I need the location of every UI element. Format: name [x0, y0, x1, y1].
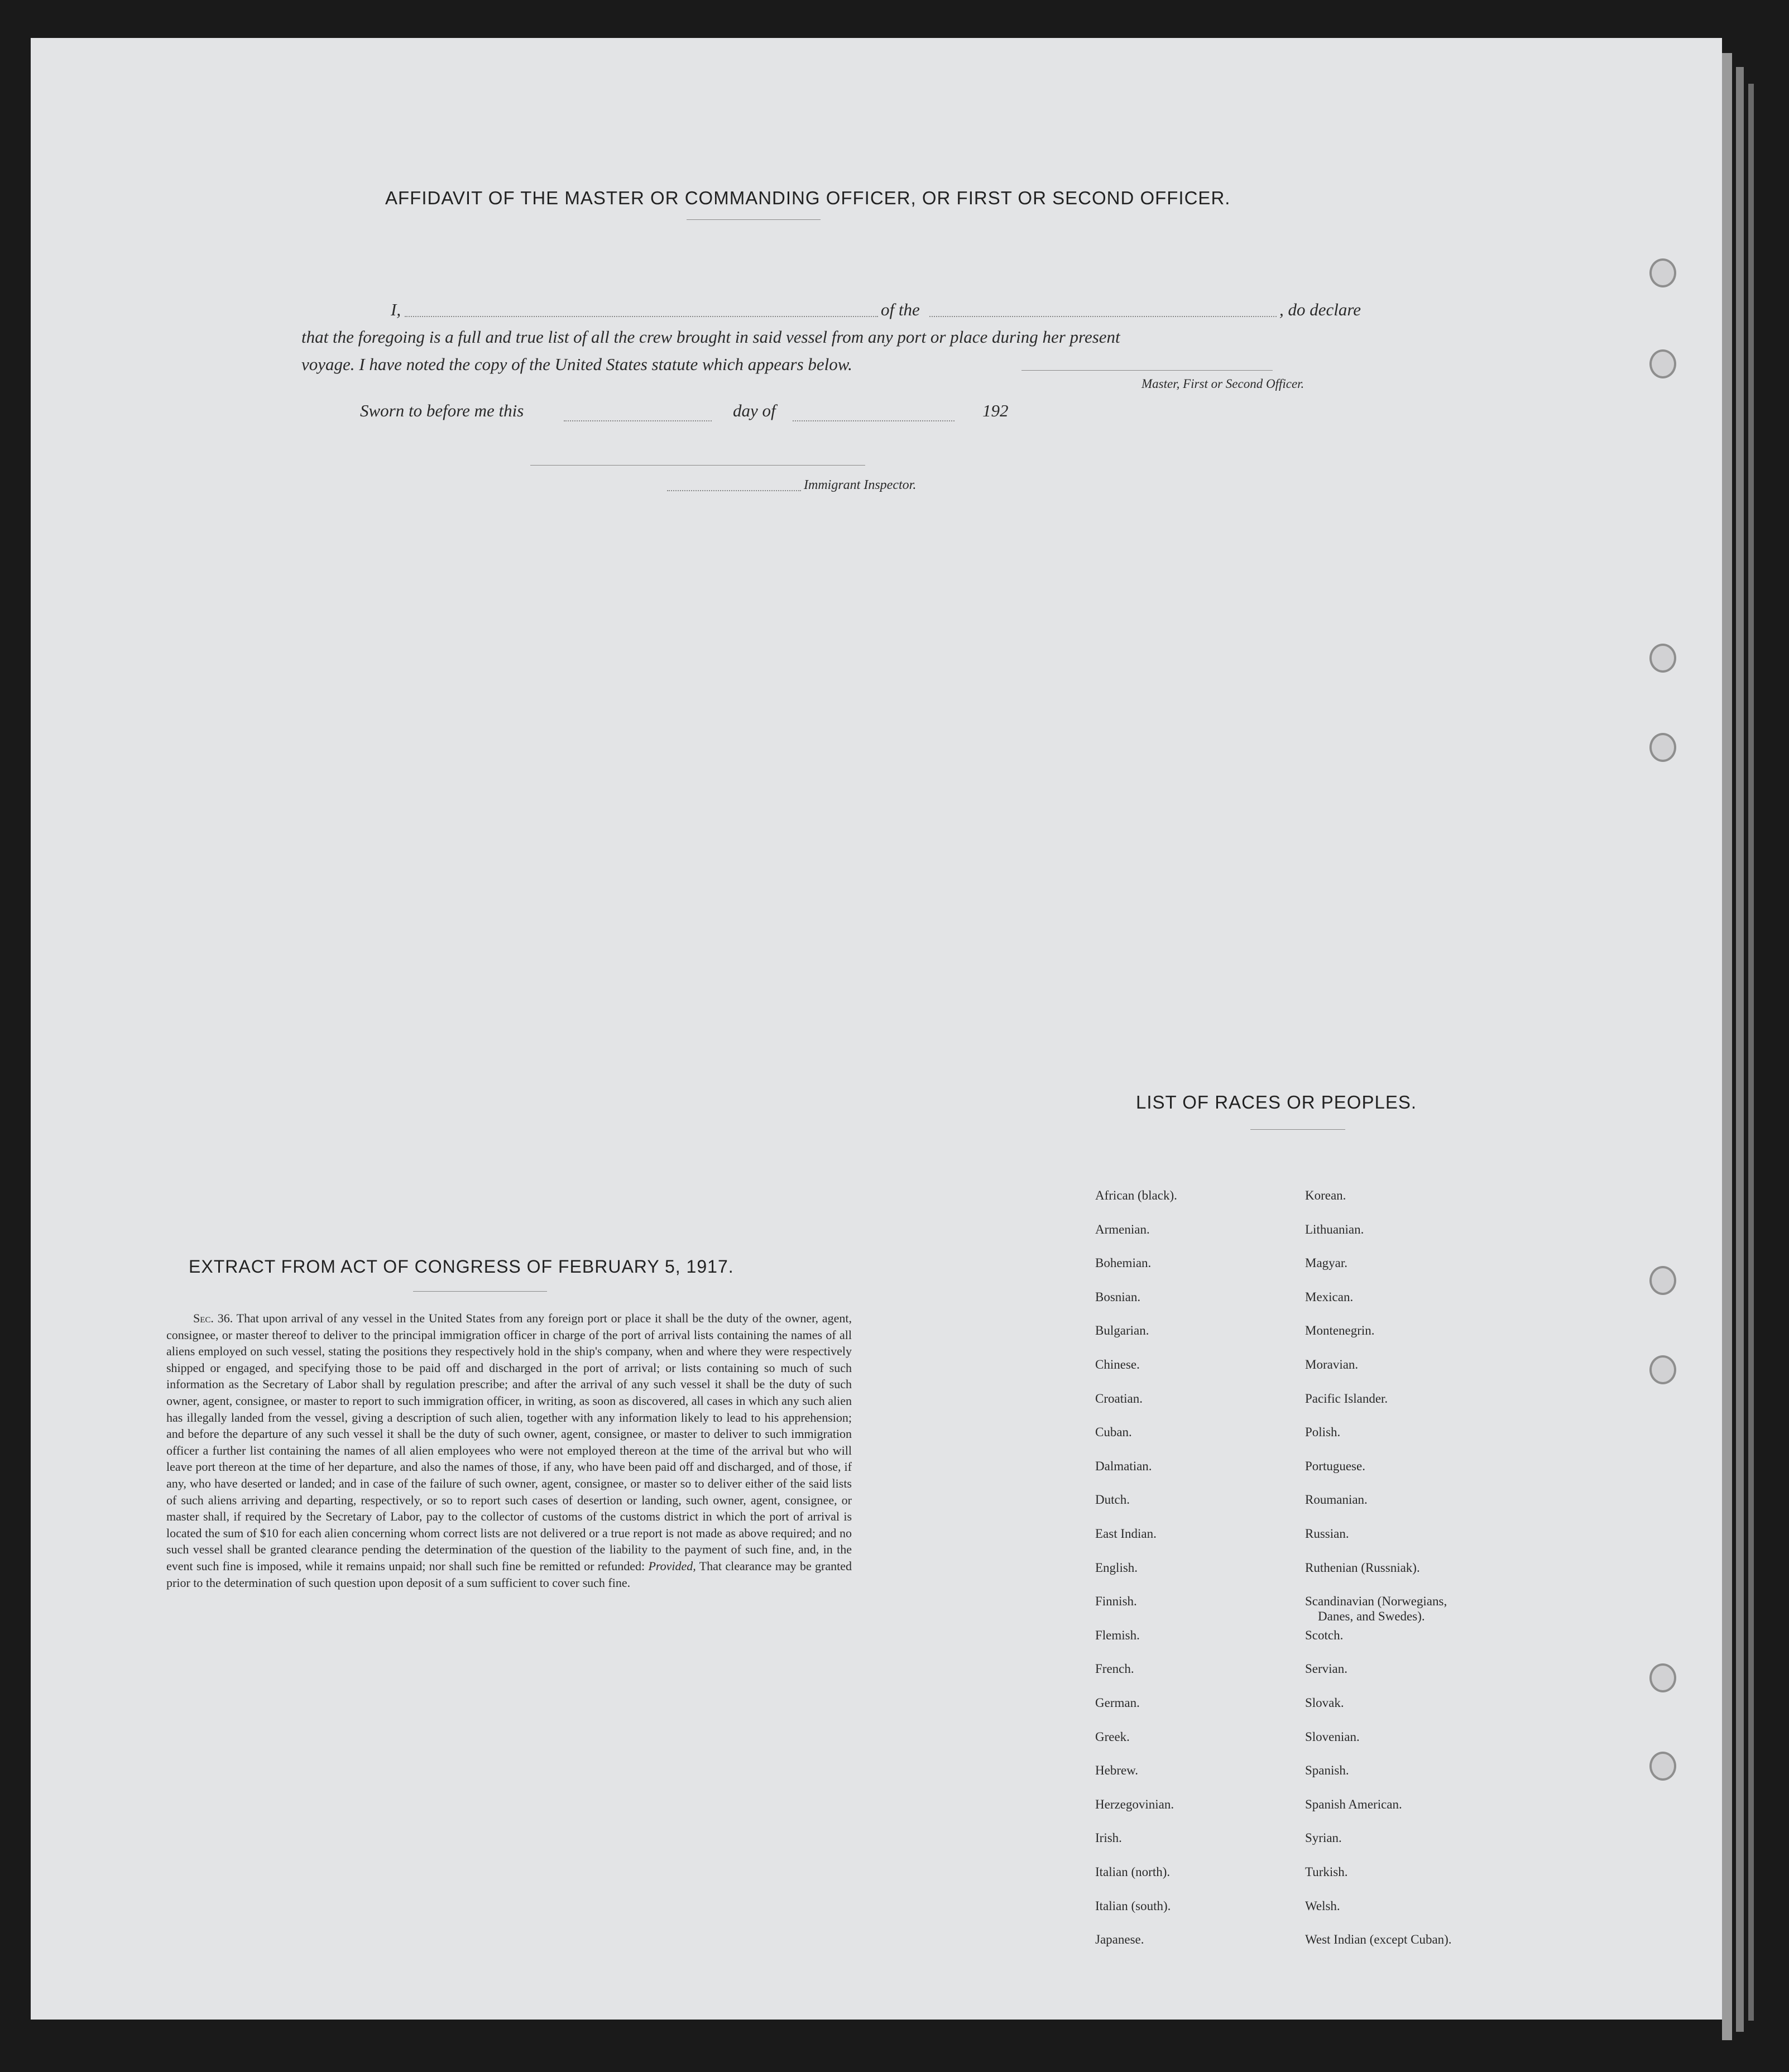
declaration-do-declare: , do declare — [1279, 300, 1361, 319]
race-item: Slovenian. — [1305, 1729, 1360, 1744]
page-edge-right — [1722, 53, 1732, 2040]
inspector-signature-line-upper[interactable] — [530, 465, 865, 466]
sworn-year: 192 — [982, 401, 1009, 420]
races-divider — [1250, 1129, 1345, 1130]
race-item: Bohemian. — [1095, 1256, 1152, 1270]
vessel-name-field[interactable] — [929, 316, 1277, 317]
race-item: Bulgarian. — [1095, 1323, 1149, 1338]
binder-hole-icon — [1649, 1752, 1676, 1781]
inspector-label: Immigrant Inspector. — [804, 478, 917, 492]
race-item: Ruthenian (Russniak). — [1305, 1560, 1420, 1575]
extract-divider — [413, 1291, 547, 1292]
race-item: Dalmatian. — [1095, 1459, 1152, 1473]
race-item: Lithuanian. — [1305, 1222, 1364, 1236]
race-item: Greek. — [1095, 1729, 1130, 1744]
declaration-of-the: of the — [881, 300, 920, 319]
extract-text-part-1: That upon arrival of any vessel in the United States from any foreign port or place it shall be the duty of the owner, agent, consignee, or master thereof to deliver to the principal immigration officer in charge of the port of arrival lists containing the names of all aliens employed on such vessel, stating the positions they respectively hold in the ship's company, when and where they were respectively shipped or engaged, and specifying those to be paid off and discharged in the port of arrival; or lists containing so much of such information as the Secretary of Labor shall by regulation prescribe; and after the arrival of any such vessel it shall be the duty of such owner, agent, consignee, or master to report to such immigration officer, in writing, as soon as discovered, all cases in which any such alien has illegally landed from the vessel, giving a description of such alien, together with any information likely to lead to his apprehension; and before the departure of any such vessel it shall be the duty of such owner, agent, consignee, or master to deliver to such immigration officer a further list containing the names of all alien employees who were not employed thereon at the time of the arrival but who will leave port thereon at the time of her departure, and also the names of those, if any, who have been paid off and discharged, and of those, if any, who have deserted or landed; and in case of the failure of such owner, agent, consignee, or master so to deliver either of the said lists of such aliens arriving and departing, respectively, or so to report such cases of desertion or landing, such owner, agent, consignee, or master shall, if required by the Secretary of Labor, pay to the collector of customs of the customs district in which the port of arrival is located the sum of $10 for each alien concerning whom correct lists are not delivered or a true report is not made as above required; and no such vessel shall be granted clearance pending the determination of the question of the liability to the payment of such fine, and, in the event such fine is imposed, while it remains unpaid; nor shall such fine be remitted or refunded: — [166, 1311, 852, 1573]
extract-body — [166, 1310, 852, 1591]
sworn-prefix: Sworn to before me this — [360, 401, 524, 420]
race-item: Servian. — [1305, 1662, 1348, 1676]
race-item: Mexican. — [1305, 1289, 1354, 1304]
declaration-i: I, — [391, 300, 401, 319]
race-item: Spanish. — [1305, 1763, 1349, 1778]
binder-hole-icon — [1649, 1663, 1676, 1692]
sworn-month-field[interactable] — [793, 420, 955, 421]
race-item: Turkish. — [1305, 1865, 1348, 1879]
extract-provided: Provided, — [648, 1558, 696, 1573]
section-label: Sec. 36. — [193, 1311, 233, 1325]
binder-hole-icon — [1649, 644, 1676, 673]
race-item: Russian. — [1305, 1527, 1349, 1541]
declaration — [301, 296, 1423, 378]
binder-hole-icon — [1649, 1355, 1676, 1384]
race-item: Moravian. — [1305, 1358, 1359, 1371]
binder-hole-icon — [1649, 258, 1676, 287]
binder-hole-icon — [1649, 733, 1676, 762]
master-signature-label: Master, First or Second Officer. — [1141, 377, 1304, 391]
sworn-day-field[interactable] — [564, 420, 712, 421]
race-item: Dutch. — [1095, 1493, 1130, 1507]
master-name-field[interactable] — [405, 316, 878, 317]
declaration-line-3: voyage. I have noted the copy of the United States statute which appears below. — [301, 354, 852, 374]
page-edge-right-3 — [1748, 84, 1754, 2021]
race-item: Scotch. — [1305, 1628, 1344, 1642]
race-item: Croatian. — [1095, 1391, 1143, 1406]
document-page — [31, 38, 1722, 2020]
race-item: Chinese. — [1095, 1358, 1140, 1371]
race-item: Flemish. — [1095, 1628, 1140, 1642]
race-item: Magyar. — [1305, 1256, 1348, 1270]
race-item: Portuguese. — [1305, 1459, 1365, 1473]
race-item: French. — [1095, 1662, 1134, 1676]
master-signature-line[interactable] — [1021, 370, 1273, 371]
race-item: Scandinavian (Norwegians, Danes, and Swedes). — [1305, 1594, 1447, 1624]
race-item: Armenian. — [1095, 1222, 1150, 1236]
race-item: East Indian. — [1095, 1527, 1157, 1541]
sworn-day-of: day of — [733, 401, 776, 420]
race-item: Syrian. — [1305, 1831, 1342, 1845]
extract-text-part-2: That clearance may be granted prior to the determination of such question upon deposit of a sum sufficient to cover such fine. — [166, 1558, 852, 1590]
race-item: African (black). — [1095, 1188, 1177, 1202]
race-item: Polish. — [1305, 1425, 1341, 1440]
race-item: Welsh. — [1305, 1898, 1340, 1913]
binder-hole-icon — [1649, 1266, 1676, 1295]
race-item: Roumanian. — [1305, 1493, 1368, 1507]
extract-title: EXTRACT FROM ACT OF CONGRESS OF FEBRUARY 5, 1917. — [189, 1256, 734, 1277]
page-edge-right-2 — [1736, 67, 1744, 2032]
race-item: Italian (south). — [1095, 1898, 1171, 1913]
race-item: Finnish. — [1095, 1594, 1137, 1609]
race-item: Pacific Islander. — [1305, 1391, 1388, 1406]
affidavit-title: AFFIDAVIT OF THE MASTER OR COMMANDING OFFICER, OR FIRST OR SECOND OFFICER. — [385, 188, 1231, 208]
race-item: Cuban. — [1095, 1425, 1132, 1440]
inspector-signature-line[interactable] — [667, 490, 801, 491]
race-item: Italian (north). — [1095, 1865, 1171, 1879]
race-item: West Indian (except Cuban). — [1305, 1932, 1452, 1947]
race-item: Irish. — [1095, 1831, 1122, 1845]
binder-hole-icon — [1649, 349, 1676, 378]
race-item: Montenegrin. — [1305, 1323, 1375, 1338]
race-item: Spanish American. — [1305, 1797, 1402, 1811]
race-item: Slovak. — [1305, 1696, 1344, 1710]
race-item: Bosnian. — [1095, 1289, 1141, 1304]
declaration-line-2: that the foregoing is a full and true list of all the crew brought in said vessel from any port or place during her present — [301, 327, 1120, 347]
title-divider — [687, 219, 821, 220]
declaration-line-1 — [301, 296, 1423, 323]
race-item: Japanese. — [1095, 1932, 1144, 1947]
race-item: German. — [1095, 1696, 1140, 1710]
race-item: English. — [1095, 1560, 1138, 1575]
race-item: Herzegovinian. — [1095, 1797, 1174, 1811]
races-title: LIST OF RACES OR PEOPLES. — [1136, 1092, 1417, 1112]
race-item: Hebrew. — [1095, 1763, 1139, 1778]
race-item: Korean. — [1305, 1188, 1346, 1202]
